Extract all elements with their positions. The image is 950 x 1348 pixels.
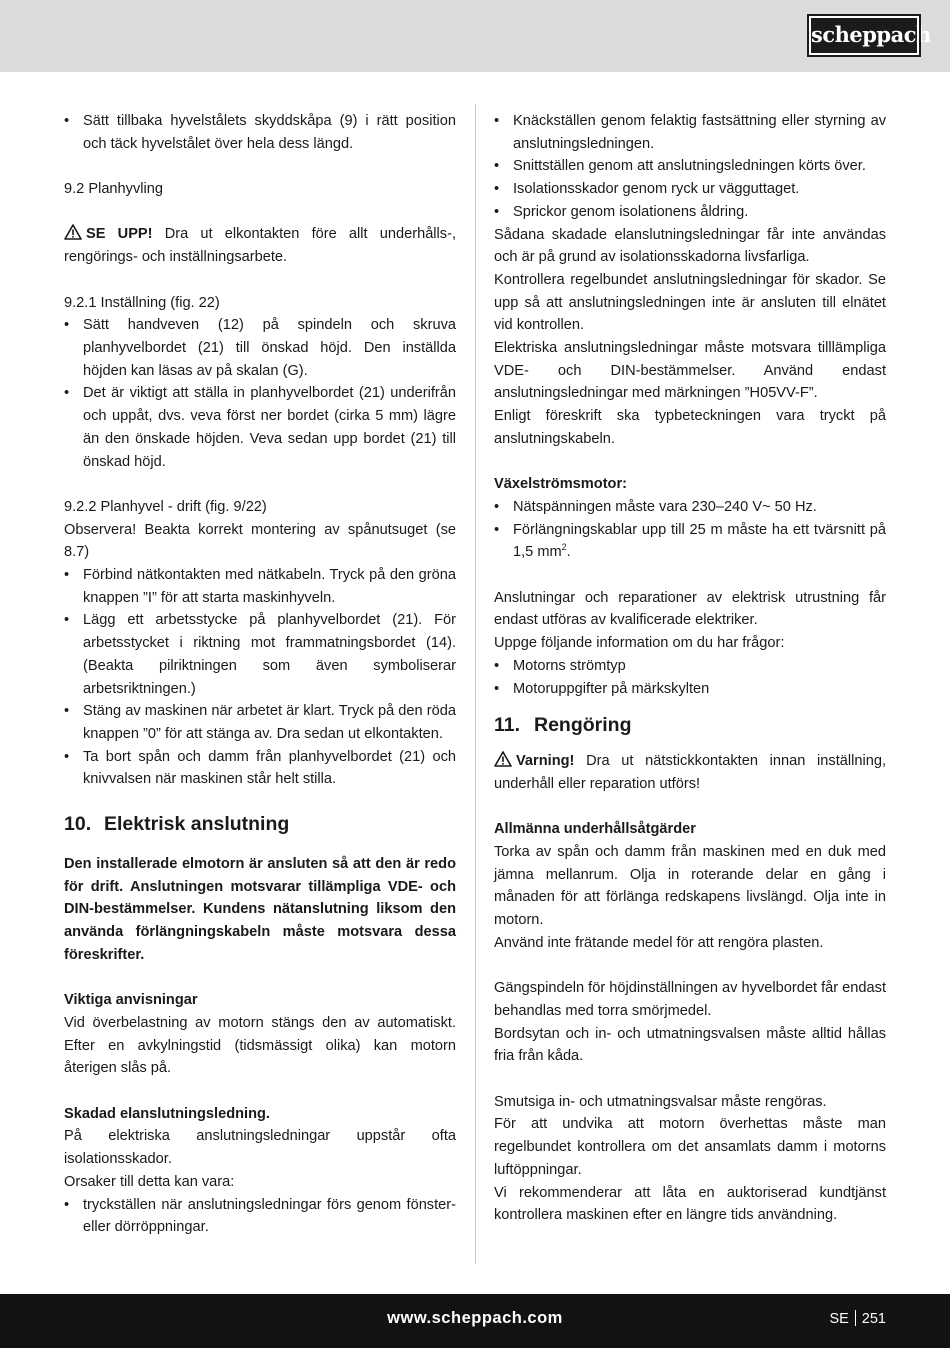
list-item: • tryckställen när anslutningsledningar förs genom fönster- eller dörröppningar. bbox=[64, 1194, 456, 1239]
right-column bbox=[494, 110, 886, 1227]
header-band bbox=[0, 0, 950, 72]
paragraph: Enligt föreskrift ska typbeteckningen vara tryckt på anslutningskabeln. bbox=[494, 408, 886, 447]
observe-paragraph: Observera! Beakta korrekt montering av spånutsuget (se 8.7) bbox=[64, 521, 456, 561]
bullet-list bbox=[494, 655, 886, 700]
footer-url-link[interactable]: www.scheppach.com bbox=[387, 1309, 563, 1327]
warning-text: Dra ut nätstickkontakten innan inställning, underhåll eller reparation utförs! bbox=[494, 753, 886, 792]
paragraph: Sådana skadade elanslutningsledningar får inte användas och är på grund av isolationsskadorna livsfarliga. bbox=[494, 226, 886, 266]
paragraph: Kontrollera regelbundet anslutningsledningar för skador. Se upp så att anslutningsledningen inte är ansluten till elnätet vid kontrollen. bbox=[494, 271, 886, 334]
chapter-title: Rengöring bbox=[534, 714, 632, 737]
paragraph: Smutsiga in- och utmatningsvalsar måste rengöras. bbox=[494, 1093, 827, 1110]
damaged-cable-paragraph: På elektriska anslutningsledningar uppstår ofta isolationsskador. bbox=[64, 1128, 456, 1168]
paragraph: Gängspindeln för höjdinställningen av hyvelbordet får endast behandlas med torra smörjmedel. bbox=[494, 980, 886, 1019]
caution-label: SE UPP! bbox=[86, 226, 153, 243]
bullet-list bbox=[64, 564, 456, 791]
page-number: 251 bbox=[861, 1311, 886, 1327]
footer-band bbox=[0, 1294, 950, 1348]
bullet-list bbox=[64, 1194, 456, 1239]
list-item: • Isolationsskador genom ryck ur vägguttaget. bbox=[494, 178, 886, 201]
section-heading-9-2: 9.2 Planhyvling bbox=[64, 181, 163, 198]
chapter-heading-11 bbox=[494, 706, 886, 746]
warning-paragraph bbox=[494, 750, 886, 795]
chapter-heading-10 bbox=[64, 805, 456, 845]
bullet-list bbox=[494, 110, 886, 224]
paragraph: För att undvika att motorn överhettas måste man regelbundet kontrollera om det ansamlats damm i motorns luftöppningar. bbox=[494, 1116, 886, 1178]
intro-paragraph: Den installerade elmotorn är ansluten så att den är redo för drift. Anslutningen motsvarar tillämpliga VDE- och DIN-bestämmelser. Kundens nätanslutning liksom den använda förlängningskabeln måste motsvara dessa föreskrifter. bbox=[64, 856, 456, 963]
bullet-list bbox=[64, 110, 456, 155]
left-column bbox=[64, 110, 456, 1239]
paragraph: Använd inte frätande medel för att rengöra plasten. bbox=[494, 934, 824, 951]
important-heading: Viktiga anvisningar bbox=[64, 992, 198, 1009]
list-item-end: . bbox=[566, 544, 571, 561]
bullet-list bbox=[494, 496, 886, 564]
paragraph: Elektriska anslutningsledningar måste motsvara tilllämpliga VDE- och DIN-bestämmelser. Använd endast anslutningsledningar med märkningen ”H05VV-F”. bbox=[494, 340, 886, 402]
section-heading-9-2-2: 9.2.2 Planhyvel - drift (fig. 9/22) bbox=[64, 498, 267, 515]
paragraph: Vi rekommenderar att låta en auktoriserad kundtjänst kontrollera maskinen efter en längre tids användning. bbox=[494, 1184, 886, 1224]
paragraph: Bordsytan och in- och utmatningsvalsen måste alltid hållas fria från kåda. bbox=[494, 1025, 886, 1065]
list-item: • Knäckställen genom felaktig fastsättning eller styrning av anslutningsledningen. bbox=[494, 110, 886, 155]
list-item: • Det är viktigt att ställa in planhyvelbordet (21) underifrån och uppåt, dvs. veva först ner bordet (cirka 5 mm) lägre än den önskade höjden. Veva sedan upp bordet (21) till önskad höjd. bbox=[64, 382, 456, 473]
list-item: • Stäng av maskinen när arbetet är klart. Tryck på den röda knappen ”0” för att stänga av. Dra sedan ut elkontakten. bbox=[64, 700, 456, 745]
important-paragraph: Vid överbelastning av motorn stängs den av automatiskt. Efter en avkylningstid (tidsmässigt olika) kan motorn återigen slås på. bbox=[64, 1014, 456, 1077]
column-divider bbox=[475, 104, 476, 1264]
paragraph: Anslutningar och reparationer av elektrisk utrustning får endast utföras av kvalificerade elektriker. bbox=[494, 589, 886, 629]
list-item: • Snittställen genom att anslutningsledningen körts över. bbox=[494, 155, 886, 178]
paragraph: Uppge följande information om du har frågor: bbox=[494, 635, 785, 652]
chapter-title: Elektrisk anslutning bbox=[104, 813, 290, 836]
causes-paragraph: Orsaker till detta kan vara: bbox=[64, 1173, 235, 1190]
warning-triangle-icon bbox=[64, 224, 82, 240]
page-indicator bbox=[829, 1310, 886, 1327]
warning-triangle-icon bbox=[494, 751, 512, 767]
warning-label: Varning! bbox=[516, 753, 575, 770]
paragraph: Torka av spån och damm från maskinen med en duk med jämna mellanrum. Olja in roterande delar en gång i månaden för att förlänga redskapens livslängd. Olja inte in motorn. bbox=[494, 844, 886, 929]
list-item: • Sätt tillbaka hyvelstålets skyddskåpa (9) i rätt position och täck hyvelstålet över hela dess längd. bbox=[64, 110, 456, 155]
list-item: • Sprickor genom isolationens åldring. bbox=[494, 201, 886, 224]
list-item: • Motoruppgifter på märkskylten bbox=[494, 678, 886, 701]
superscript: 2 bbox=[561, 542, 567, 553]
damaged-cable-heading: Skadad elanslutningsledning. bbox=[64, 1105, 270, 1122]
bullet-list bbox=[64, 314, 456, 473]
caution-paragraph bbox=[64, 223, 456, 268]
chapter-number: 11. bbox=[494, 714, 521, 737]
section-heading-9-2-1: 9.2.1 Inställning (fig. 22) bbox=[64, 294, 220, 311]
list-item-text: Förlängningskablar upp till 25 m måste ha ett tvärsnitt på 1,5 mm bbox=[513, 521, 886, 561]
list-item: • Sätt handveven (12) på spindeln och skruva planhyvelbordet (21) till önskad höjd. Den inställda höjden kan läsas av på skalan (G). bbox=[64, 314, 456, 382]
brand-logo: scheppach bbox=[809, 16, 919, 55]
list-item: • Motorns strömtyp bbox=[494, 655, 886, 678]
list-item bbox=[494, 519, 886, 564]
list-item: • Ta bort spån och damm från planhyvelbordet (21) och knivvalsen när maskinen står helt stilla. bbox=[64, 746, 456, 791]
list-item: • Förbind nätkontakten med nätkabeln. Tryck på den gröna knappen ”I” för att starta maskinhyveln. bbox=[64, 564, 456, 609]
page-separator bbox=[855, 1310, 856, 1326]
list-item: • Lägg ett arbetsstycke på planhyvelbordet (21). För arbetsstycket i riktning mot frammatningsbordet (14). (Beakta pilriktningen som även symboliserar arbetsriktningen.) bbox=[64, 609, 456, 700]
language-code: SE bbox=[829, 1311, 849, 1327]
caution-text: Dra ut elkontakten före allt underhålls-, rengörings- och inställningsarbete. bbox=[64, 226, 457, 266]
chapter-number: 10. bbox=[64, 813, 92, 836]
maintenance-heading: Allmänna underhållsåtgärder bbox=[494, 821, 696, 838]
list-item: • Nätspänningen måste vara 230–240 V~ 50 Hz. bbox=[494, 496, 886, 519]
ac-motor-heading: Växelströmsmotor: bbox=[494, 476, 628, 493]
